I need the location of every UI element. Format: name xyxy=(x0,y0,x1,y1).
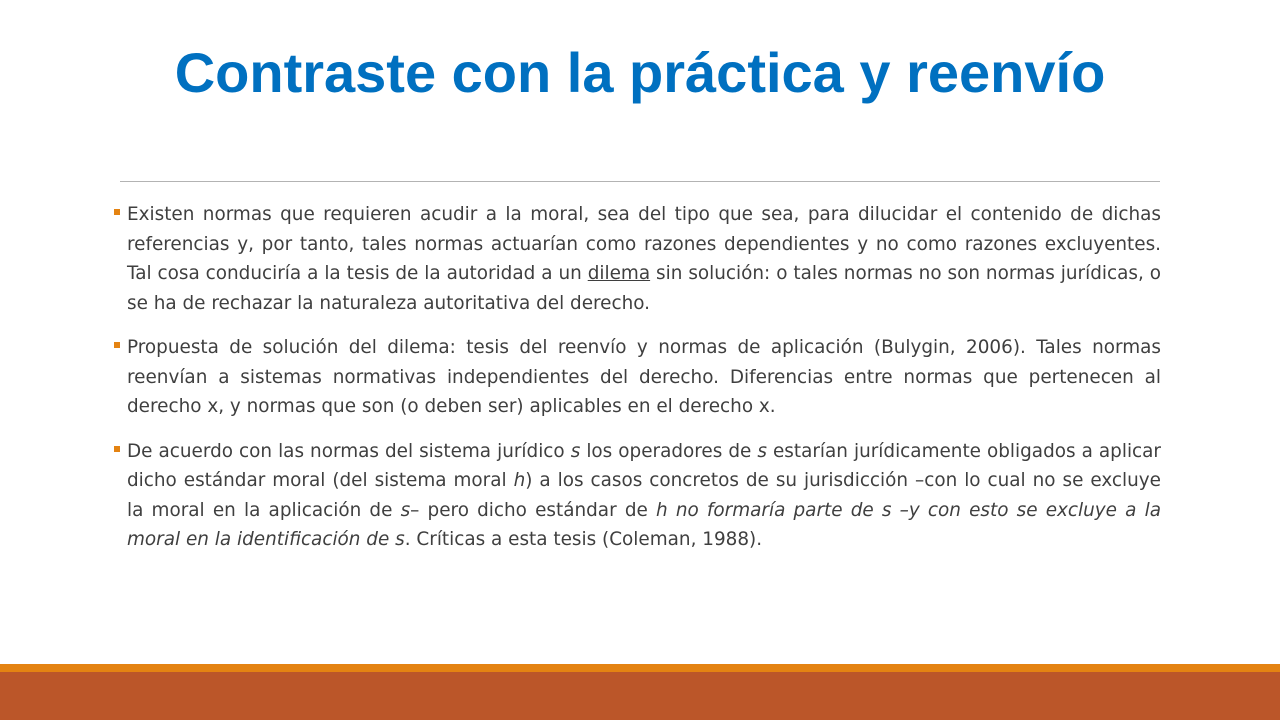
text-segment: sin solución: o tales normas no son normas jurídicas, o se ha de rechazar la naturaleza autoritativa del derecho. xyxy=(127,263,1162,314)
slide-title: Contraste con la práctica y reenvío xyxy=(174,41,1106,104)
square-bullet-icon xyxy=(114,446,120,452)
bullet-text xyxy=(127,441,1161,551)
text-segment: ) a los casos concretos de su jurisdicción –con lo cual no se excluye la moral en la aplicación de xyxy=(127,470,1161,521)
text-segment: – pero dicho estándar de xyxy=(410,499,656,521)
footer-band xyxy=(0,672,1280,720)
italic-term: h no formaría parte de s –y con esto se excluye a la moral en la identificación de s xyxy=(127,499,1162,550)
text-segment: los operadores de xyxy=(580,440,758,462)
bullet-list xyxy=(114,200,1161,570)
title-divider xyxy=(120,181,1160,182)
bullet-text xyxy=(127,337,1161,417)
bullet-item xyxy=(114,333,1161,422)
italic-term: s xyxy=(757,440,767,462)
italic-term: s xyxy=(570,440,581,462)
text-segment: Existen normas que requieren acudir a la moral, sea del tipo que sea, para dilucidar el contenido de dichas referencias y, por tanto, tales normas actuarían como razones dependientes y no como razones excluyentes. Tal cosa conduciría a la tesis de la autoridad a un xyxy=(127,204,1161,284)
text-segment: estarían jurídicamente obligados a aplicar dicho estándar moral (del sistema moral xyxy=(127,440,1161,491)
text-segment: Propuesta de solución del dilema: tesis del reenvío y normas de aplicación (Bulygin, 2006). Tales normas reenvían a sistemas normativas independientes del derecho. Diferencias entre normas que pertenecen al derecho x, y normas que son (o deben ser) aplicables en el derecho x. xyxy=(127,337,1161,417)
italic-term: s xyxy=(400,499,411,521)
footer-accent-bar xyxy=(0,664,1280,672)
square-bullet-icon xyxy=(114,342,120,348)
italic-term: h xyxy=(513,470,526,491)
text-segment: De acuerdo con las normas del sistema jurídico xyxy=(127,440,571,462)
bullet-item xyxy=(114,200,1161,318)
text-segment: . Críticas a esta tesis (Coleman, 1988). xyxy=(404,529,763,550)
square-bullet-icon xyxy=(114,209,120,215)
underlined-term: dilema xyxy=(587,263,651,284)
bullet-text xyxy=(127,204,1161,314)
bullet-item xyxy=(114,437,1161,555)
